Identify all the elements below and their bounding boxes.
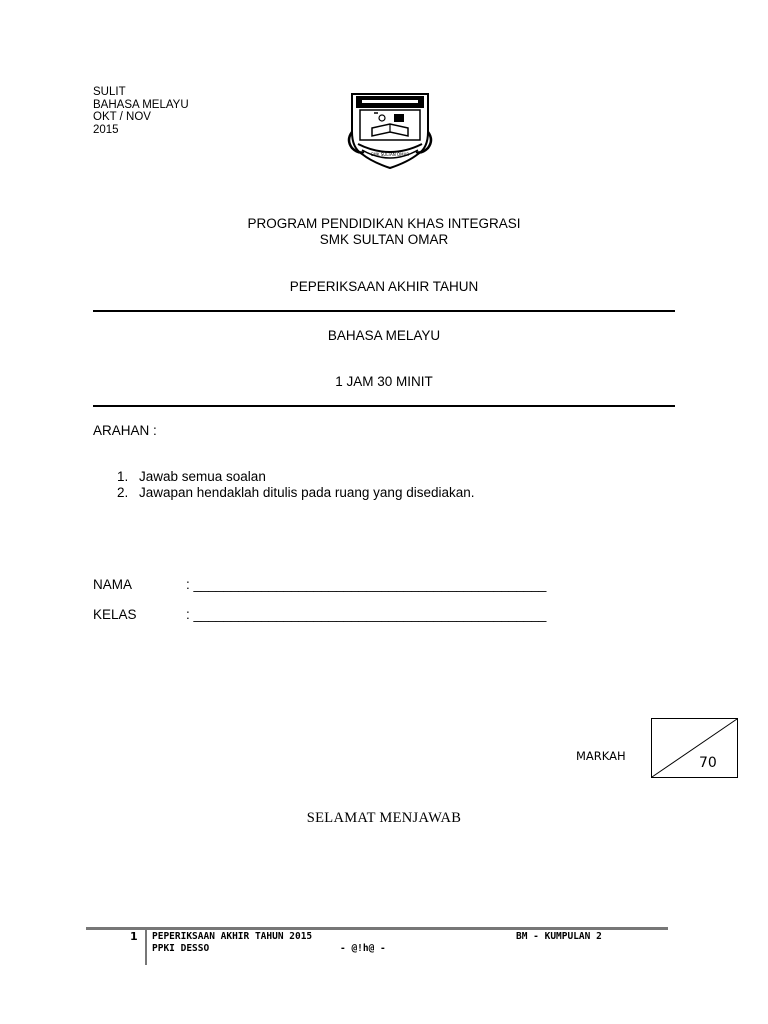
header-month: OKT / NOV bbox=[93, 111, 151, 123]
footer-author: - @!h@ - bbox=[340, 943, 386, 954]
exam-title: PEPERIKSAAN AKHIR TAHUN bbox=[289, 279, 479, 294]
footer-exam-title: PEPERIKSAAN AKHIR TAHUN 2015 bbox=[152, 931, 313, 942]
markah-box[interactable] bbox=[651, 718, 738, 778]
school-name: SMK SULTAN OMAR bbox=[319, 232, 449, 247]
name-label: NAMA bbox=[93, 577, 133, 592]
instruction-item: 2. Jawapan hendaklah ditulis pada ruang yang disediakan. bbox=[117, 485, 475, 500]
name-field[interactable]: : _______________________________________________ bbox=[186, 577, 547, 592]
class-field[interactable]: : _______________________________________________ bbox=[186, 607, 547, 622]
instructions-heading: ARAHAN : bbox=[93, 423, 157, 438]
footer-group: BM - KUMPULAN 2 bbox=[516, 931, 602, 942]
instruction-item: 1. Jawab semua soalan bbox=[117, 469, 266, 484]
markah-total: 70 bbox=[699, 755, 717, 771]
header-classification: SULIT bbox=[93, 86, 126, 98]
school-crest-logo bbox=[344, 88, 436, 172]
divider-top bbox=[93, 310, 675, 312]
footer-vertical-divider bbox=[145, 927, 147, 965]
footer-school-code: PPKI DESSO bbox=[152, 943, 210, 954]
header-year: 2015 bbox=[93, 123, 119, 136]
program-title: PROGRAM PENDIDIKAN KHAS INTEGRASI bbox=[247, 216, 521, 231]
document-header bbox=[93, 86, 189, 136]
markah-label: MARKAH bbox=[576, 749, 626, 763]
class-label: KELAS bbox=[93, 607, 137, 622]
exam-subject: BAHASA MELAYU bbox=[327, 328, 441, 343]
footer-page-number: 1 bbox=[130, 930, 138, 943]
footer-divider bbox=[86, 927, 668, 930]
exam-duration: 1 JAM 30 MINIT bbox=[335, 374, 433, 389]
closing-text: SELAMAT MENJAWAB bbox=[306, 810, 462, 826]
divider-bottom bbox=[93, 405, 675, 407]
svg-text:SMK SULTAN OMAR: SMK SULTAN OMAR bbox=[370, 152, 410, 157]
header-subject: BAHASA MELAYU bbox=[93, 98, 189, 111]
